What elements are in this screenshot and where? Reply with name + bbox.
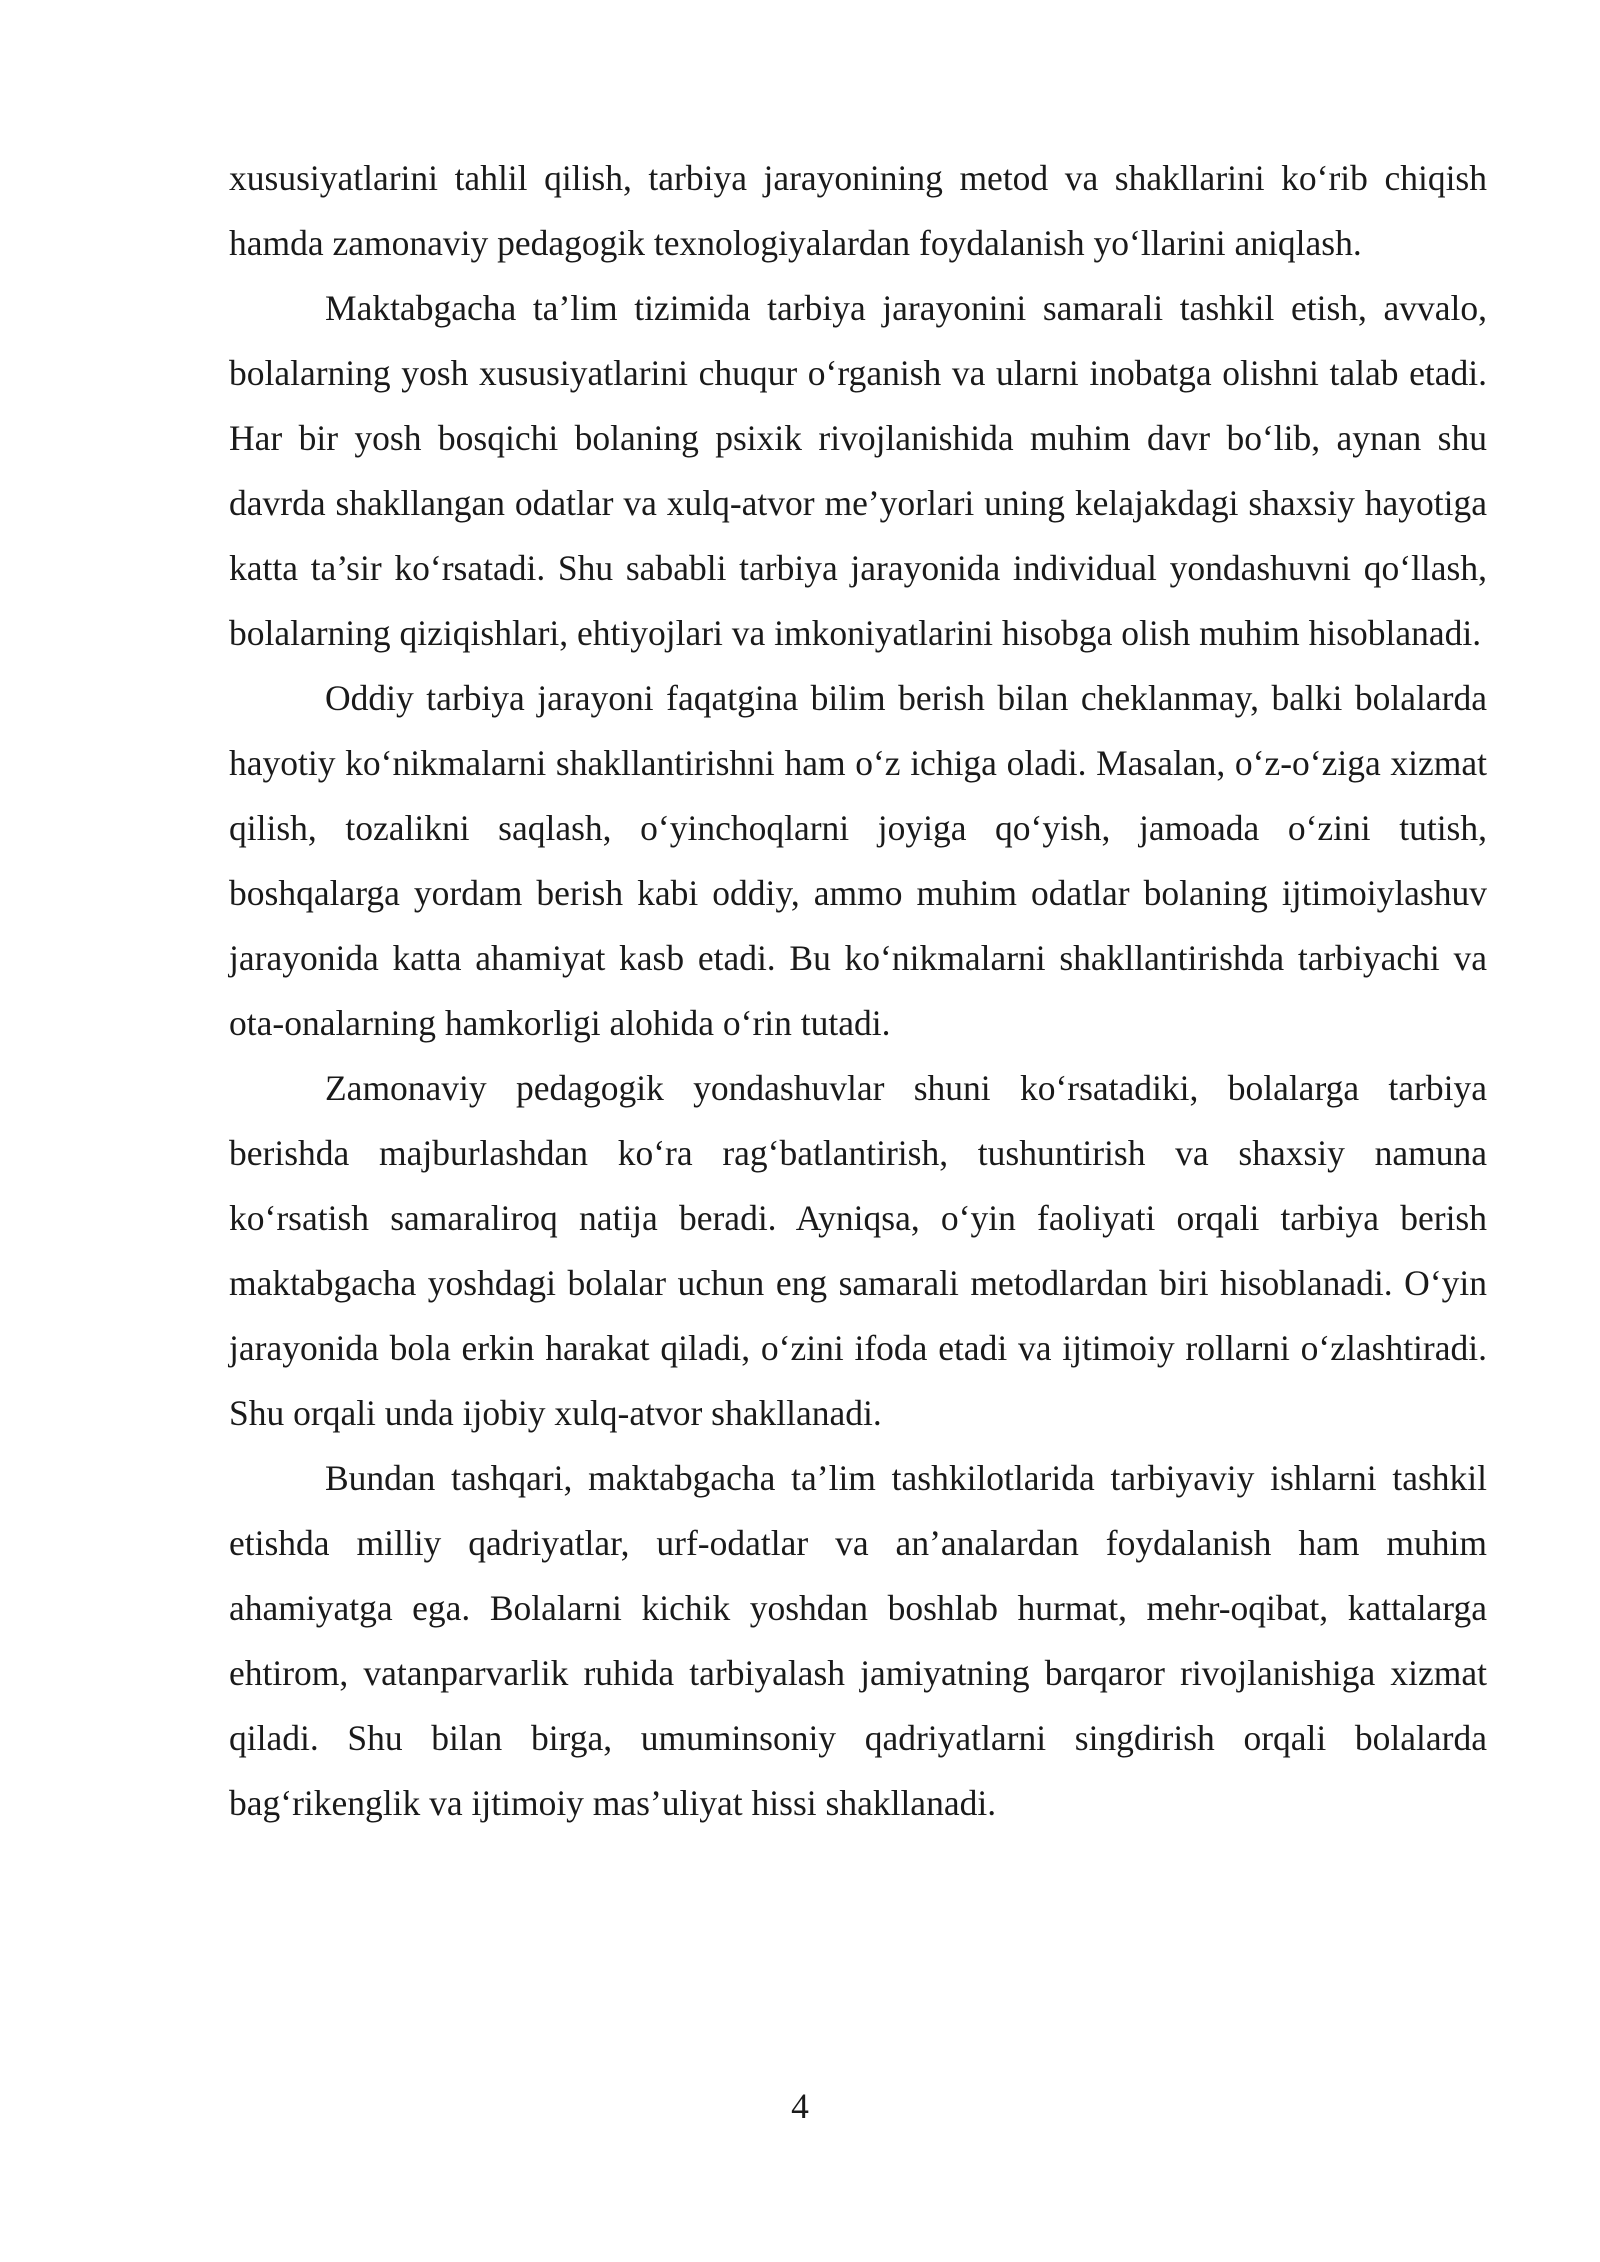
body-text — [229, 146, 1487, 1836]
paragraph-continuation: xususiyatlarini tahlil qilish, tarbiya jarayonining metod va shakllarini ko‘rib chiqish hamda zamonaviy pedagogik texnologiyalardan foydalanish yo‘llarini aniqlash. — [229, 158, 1487, 263]
paragraph: Maktabgacha ta’lim tizimida tarbiya jarayonini samarali tashkil etish, avvalo, bolalarning yosh xususiyatlarini chuqur o‘rganish va ularni inobatga olishni talab etadi. Har bir yosh bosqichi bolaning psixik rivojlanishida muhim davr bo‘lib, aynan shu davrda shakllangan odatlar va xulq-atvor me’yorlari uning kelajakdagi shaxsiy hayotiga katta ta’sir ko‘rsatadi. Shu sababli tarbiya jarayonida individual yondashuvni qo‘llash, bolalarning qiziqishlari, ehtiyojlari va imkoniyatlarini hisobga olish muhim hisoblanadi. — [229, 288, 1487, 653]
paragraph: Bundan tashqari, maktabgacha ta’lim tashkilotlarida tarbiyaviy ishlarni tashkil etishda milliy qadriyatlar, urf-odatlar va an’analardan foydalanish ham muhim ahamiyatga ega. Bolalarni kichik yoshdan boshlab hurmat, mehr-oqibat, kattalarga ehtirom, vatanparvarlik ruhida tarbiyalash jamiyatning barqaror rivojlanishiga xizmat qiladi. Shu bilan birga, umuminsoniy qadriyatlarni singdirish orqali bolalarda bag‘rikenglik va ijtimoiy mas’uliyat hissi shakllanadi. — [229, 1458, 1487, 1823]
paragraph: Zamonaviy pedagogik yondashuvlar shuni ko‘rsatadiki, bolalarga tarbiya berishda majburlashdan ko‘ra rag‘batlantirish, tushuntirish va shaxsiy namuna ko‘rsatish samaraliroq natija beradi. Ayniqsa, o‘yin faoliyati orqali tarbiya berish maktabgacha yoshdagi bolalar uchun eng samarali metodlardan biri hisoblanadi. O‘yin jarayonida bola erkin harakat qiladi, o‘zini ifoda etadi va ijtimoiy rollarni o‘zlashtiradi. Shu orqali unda ijobiy xulq-atvor shakllanadi. — [229, 1068, 1487, 1433]
paragraph: Oddiy tarbiya jarayoni faqatgina bilim berish bilan cheklanmay, balki bolalarda hayotiy ko‘nikmalarni shakllantirishni ham o‘z ichiga oladi. Masalan, o‘z-o‘ziga xizmat qilish, tozalikni saqlash, o‘yinchoqlarni joyiga qo‘yish, jamoada o‘zini tutish, boshqalarga yordam berish kabi oddiy, ammo muhim odatlar bolaning ijtimoiylashuv jarayonida katta ahamiyat kasb etadi. Bu ko‘nikmalarni shakllantirishda tarbiyachi va ota-onalarning hamkorligi alohida o‘rin tutadi. — [229, 678, 1487, 1043]
page-number: 4 — [791, 2086, 809, 2126]
